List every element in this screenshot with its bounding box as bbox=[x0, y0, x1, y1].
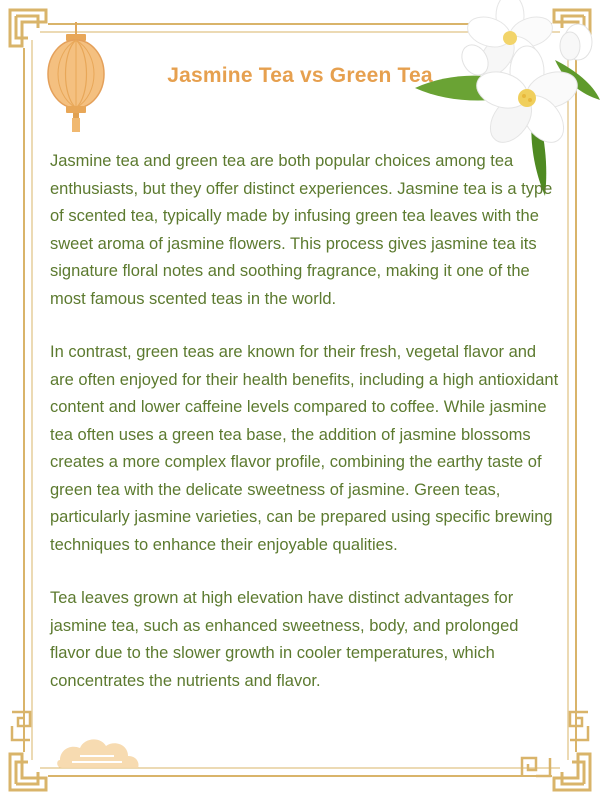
paragraph: In contrast, green teas are known for their fresh, vegetal flavor and are often enjoyed for their health benefits, including a high antioxidant content and lower caffeine levels compared to coffee. While jasmine tea often uses a green tea base, the addition of jasmine blossoms creates a more complex flavor profile, combining the earthy taste of green tea with the delicate sweetness of jasmine. Green teas, particularly jasmine varieties, can be prepared using specific brewing techniques to enhance their enjoyable qualities. bbox=[50, 343, 559, 554]
paragraph: Jasmine tea and green tea are both popular choices among tea enthusiasts, but they offer distinct experiences. Jasmine tea is a type of scented tea, typically made by infusing green tea leaves with the sweet aroma of jasmine flowers. This process gives jasmine tea its signature floral notes and soothing fragrance, making it one of the most famous scented teas in the world. bbox=[50, 152, 553, 308]
cloud-ornament bbox=[52, 730, 142, 776]
article-body bbox=[50, 148, 560, 721]
page-title: Jasmine Tea vs Green Tea bbox=[167, 64, 433, 87]
paragraph: Tea leaves grown at high elevation have distinct advantages for jasmine tea, such as enhanced sweetness, body, and prolonged flavor due to the slower growth in cooler temperatures, which concentrates the nutrients and flavor. bbox=[50, 589, 519, 690]
